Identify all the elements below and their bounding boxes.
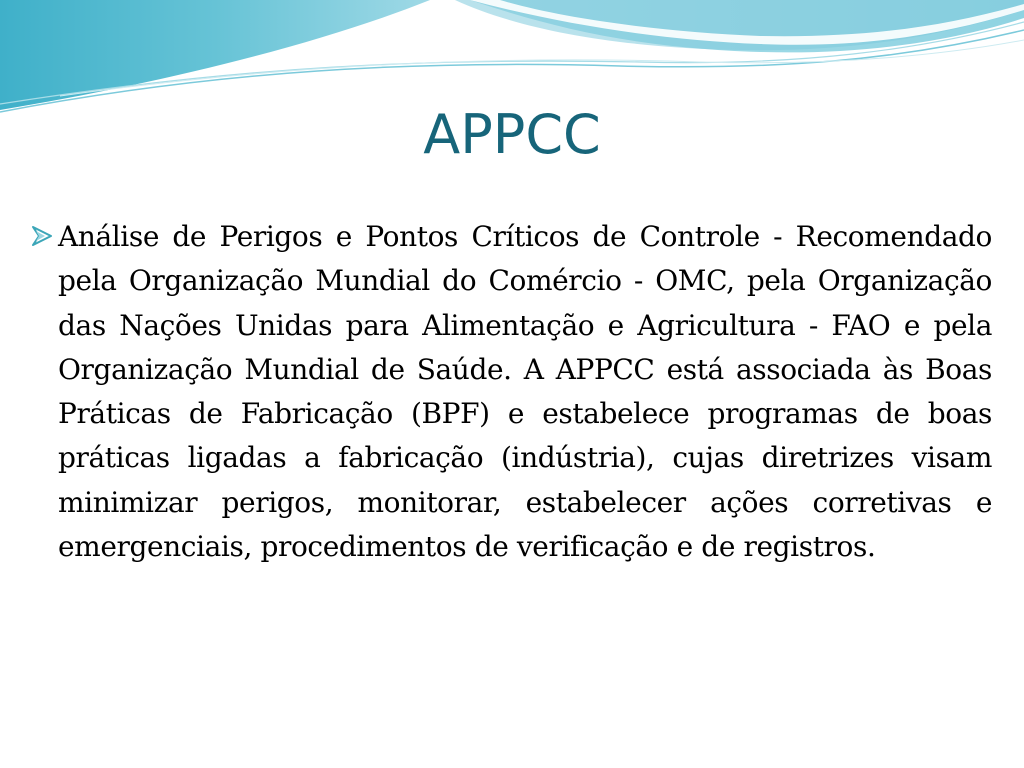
slide-title: APPCC bbox=[423, 103, 601, 166]
content-area bbox=[30, 215, 992, 569]
arrow-bullet-icon bbox=[30, 225, 54, 247]
bullet-text: Análise de Perigos e Pontos Críticos de Controle - Recomendado pela Organização Mundial do Comércio - OMC, pela Organização das Nações Unidas para Alimentação e Agricultura - FAO e pela Organização Mundial de Saúde. A APPCC está associada às Boas Práticas de Fabricação (BPF) e estabelece programas de boas práticas ligadas a fabricação (indústria), cujas diretrizes visam minimizar perigos, monitorar, estabelecer ações corretivas e emergenciais, procedimentos de verificação e de registros. bbox=[58, 220, 992, 564]
bullet-item bbox=[30, 215, 992, 569]
